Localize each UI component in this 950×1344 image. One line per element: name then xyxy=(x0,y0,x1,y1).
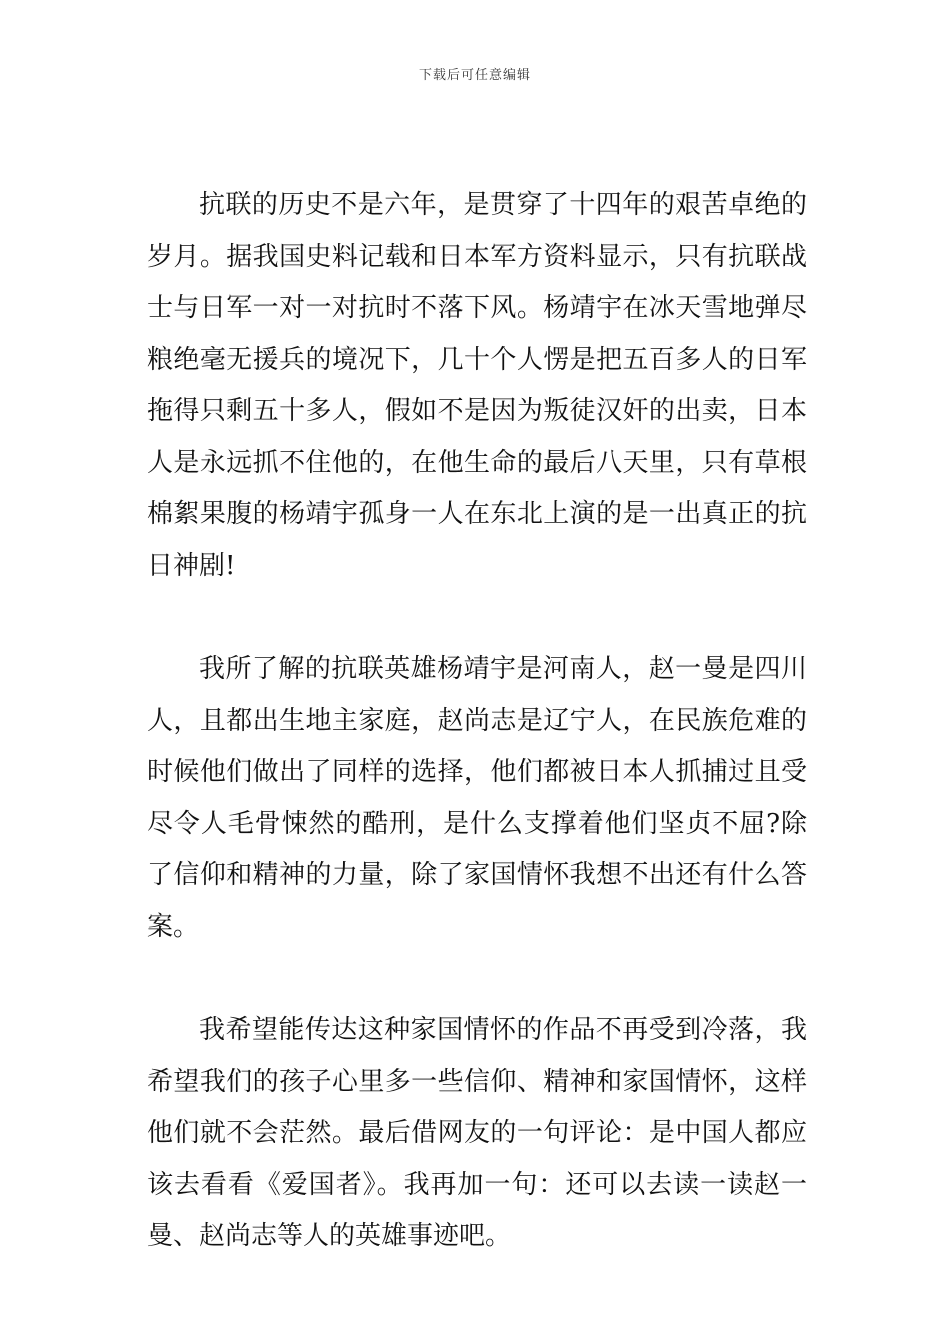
document-body xyxy=(147,180,807,1315)
paragraph-2: 我所了解的抗联英雄杨靖宇是河南人，赵一曼是四川人，且都出生地主家庭，赵尚志是辽宁人，在民族危难的时候他们做出了同样的选择，他们都被日本人抓捕过且受尽令人毛骨悚然的酷刑，是什么支撑着他们坚贞不屈?除了信仰和精神的力量，除了家国情怀我想不出还有什么答案。 xyxy=(147,654,807,942)
paragraph-1: 抗联的历史不是六年，是贯穿了十四年的艰苦卓绝的岁月。据我国史料记载和日本军方资料显示，只有抗联战士与日军一对一对抗时不落下风。杨靖宇在冰天雪地弹尽粮绝毫无援兵的境况下，几十个人愣是把五百多人的日军拖得只剩五十多人，假如不是因为叛徒汉奸的出卖，日本人是永远抓不住他的，在他生命的最后八天里，只有草根棉絮果腹的杨靖宇孤身一人在东北上演的是一出真正的抗日神剧! xyxy=(147,190,807,581)
page-header-caption: 下载后可任意编辑 xyxy=(418,68,531,83)
paragraph-3: 我希望能传达这种家国情怀的作品不再受到冷落，我希望我们的孩子心里多一些信仰、精神和家国情怀，这样他们就不会茫然。最后借网友的一句评论：是中国人都应该去看看《爱国者》。我再加一句：还可以去读一读赵一曼、赵尚志等人的英雄事迹吧。 xyxy=(147,1015,807,1251)
